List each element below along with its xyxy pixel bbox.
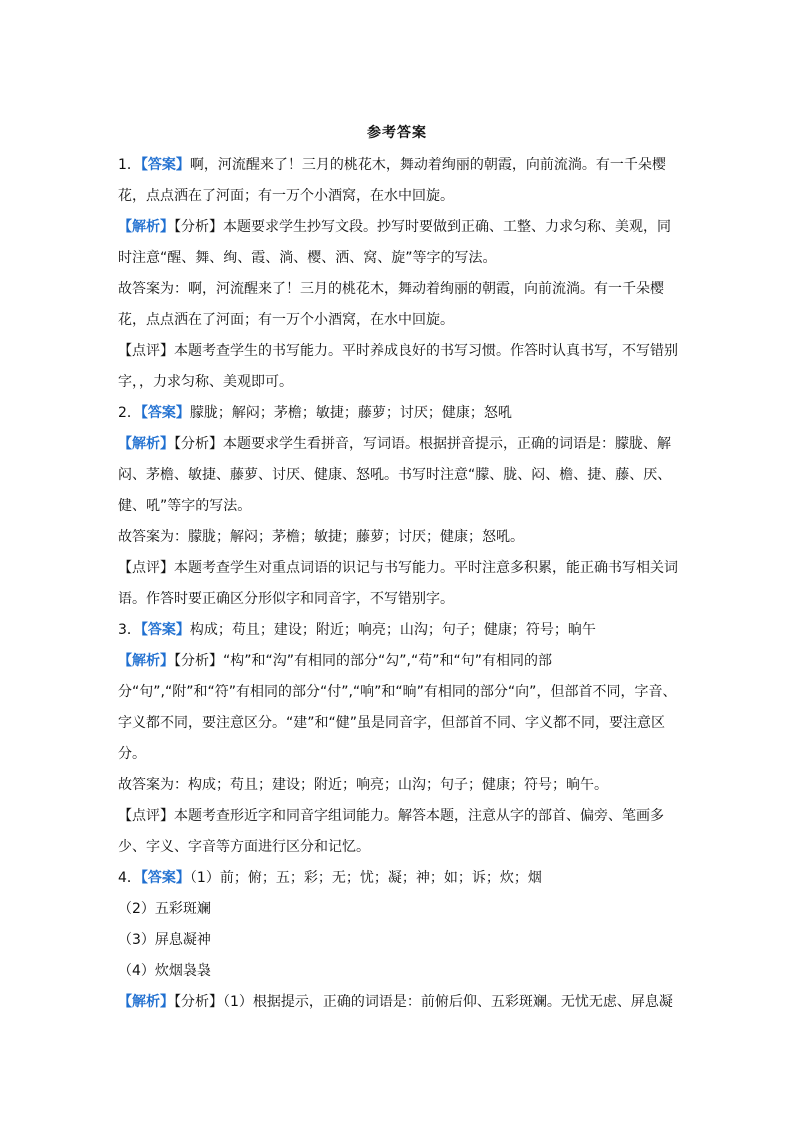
q3-conclusion: 故答案为：构成；苟且；建设；附近；响亮；山沟；句子；健康；符号；晌午。 bbox=[118, 777, 608, 793]
analysis-label: 【解析】 bbox=[118, 994, 174, 1010]
q3-answer bbox=[118, 615, 678, 646]
page-title: 参考答案 bbox=[367, 125, 427, 141]
q3-analysis bbox=[118, 646, 678, 770]
q1-analysis-text: 本题要求学生抄写文段。抄写时要做到正确、工整、力求匀称、美观，同时注意“醒、舞、绚、霞、淌、樱、洒、窝、旋”等字的写法。 bbox=[118, 219, 671, 266]
q4-answer-2: （2）五彩斑斓 bbox=[118, 901, 211, 917]
q2-comment-text: 本题考查学生对重点词语的识记与书写能力。平时注意多积累，能正确书写相关词语。作答时要正确区分形似字和同音字，不写错别字。 bbox=[118, 560, 678, 607]
q2-comment bbox=[118, 553, 678, 615]
fenxi-label: 【分析】 bbox=[174, 219, 223, 235]
q1-answer bbox=[118, 150, 678, 212]
q2-analysis-text: 本题要求学生看拼音，写词语。根据拼音提示，正确的词语是：朦胧、解闷、茅檐、敏捷、藤萝、讨厌、健康、怒吼。书写时注意“朦、胧、闷、檐、捷、藤、厌、健、吼”等字的写法。 bbox=[118, 436, 672, 514]
q4-answer bbox=[118, 863, 678, 894]
analysis-label: 【解析】 bbox=[118, 653, 174, 669]
q2-analysis bbox=[118, 429, 678, 522]
fenxi-label: 【分析】 bbox=[174, 436, 223, 452]
q3-comment bbox=[118, 801, 678, 863]
q4-analysis-text: （1）根据提示，正确的词语是：前俯后仰、五彩斑斓。无忧无虑、屏息凝 bbox=[223, 994, 673, 1010]
comment-label: 【点评】 bbox=[118, 560, 174, 576]
q4-answer-3: （3）屏息凝神 bbox=[118, 932, 211, 948]
answer-label: 【答案】 bbox=[140, 622, 190, 638]
answer-label: 【答案】 bbox=[140, 870, 190, 886]
q4-number: 4． bbox=[118, 870, 141, 886]
q1-comment bbox=[118, 336, 678, 398]
q2-conclusion: 故答案为：朦胧；解闷；茅檐；敏捷；藤萝；讨厌；健康；怒吼。 bbox=[118, 529, 524, 545]
q1-answer-text: 啊，河流醒来了！三月的桃花木，舞动着绚丽的朝霞，向前流淌。有一千朵樱花，点点洒在了河面；有一万个小酒窝，在水中回旋。 bbox=[118, 157, 666, 204]
fenxi-label: 【分析】 bbox=[174, 994, 223, 1010]
q1-conclusion: 故答案为：啊，河流醒来了！三月的桃花木，舞动着绚丽的朝霞，向前流淌。有一千朵樱花，点点洒在了河面；有一万个小酒窝，在水中回旋。 bbox=[118, 281, 664, 328]
q4-answer-4: （4）炊烟袅袅 bbox=[118, 963, 211, 979]
q1-analysis bbox=[118, 212, 678, 274]
q1-number: 1． bbox=[118, 157, 141, 173]
q2-number: 2． bbox=[118, 405, 141, 421]
q2-answer-text: 朦胧；解闷；茅檐；敏捷；藤萝；讨厌；健康；怒吼 bbox=[189, 405, 512, 421]
q2-answer bbox=[118, 398, 678, 429]
q1-comment-text: 本题考查学生的书写能力。平时养成良好的书写习惯。作答时认真书写，不写错别字，，力求匀称、美观即可。 bbox=[118, 343, 678, 390]
q3-answer-text: 构成；苟且；建设；附近；响亮；山沟；句子；健康；符号；晌午 bbox=[189, 622, 596, 638]
fenxi-label: 【分析】 bbox=[174, 653, 223, 669]
analysis-label: 【解析】 bbox=[118, 436, 174, 452]
q3-number: 3． bbox=[118, 622, 141, 638]
analysis-label: 【解析】 bbox=[118, 219, 174, 235]
q4-answer-text: （1）前；俯；五；彩；无；忧；凝；神；如；诉；炊；烟 bbox=[189, 870, 542, 886]
q4-analysis bbox=[118, 987, 678, 1018]
comment-label: 【点评】 bbox=[118, 343, 174, 359]
answer-label: 【答案】 bbox=[140, 157, 190, 173]
answer-label: 【答案】 bbox=[140, 405, 190, 421]
comment-label: 【点评】 bbox=[118, 808, 174, 824]
q3-analysis-text: “构”和“沟”有相同的部分“勾”,“苟”和“句”有相同的部分“句”,“附”和“符”有相同的部分“付”,“响”和“晌”有相同的部分“向”，但部首不同，字音、字义都不同，要注意区分。“建”和“健”虽是同音字，但部首不同、字义都不同，要注意区分。 bbox=[118, 653, 677, 762]
answer-content bbox=[118, 150, 678, 1018]
q3-comment-text: 本题考查形近字和同音字组词能力。解答本题，注意从字的部首、偏旁、笔画多少、字义、字音等方面进行区分和记忆。 bbox=[118, 808, 664, 855]
